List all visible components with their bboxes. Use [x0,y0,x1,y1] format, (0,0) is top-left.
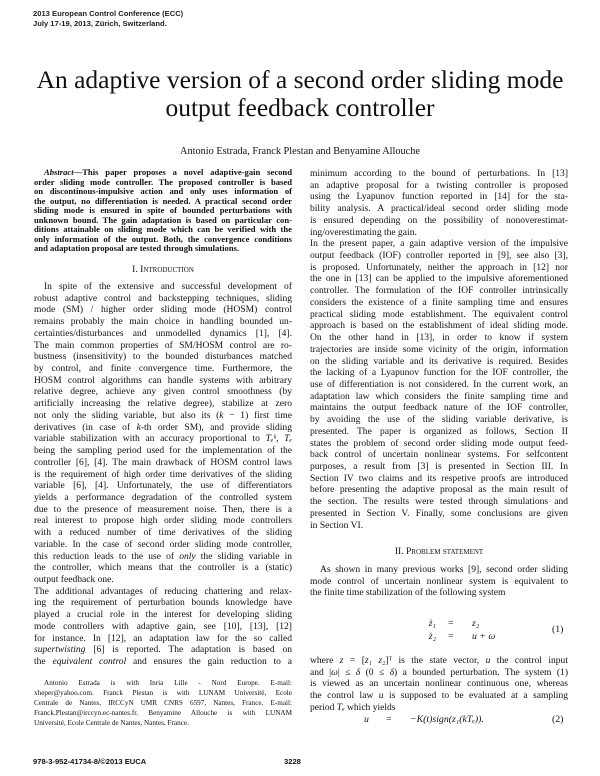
section-heading-problem-statement [310,546,568,558]
text-segment: the one in [13] can be applied to the impulsive aforementioned [310,273,568,285]
footnote-line: xheper@yahoo.com. Franck Plestan is with LUNAM Université, Ecole [34,688,292,697]
text-line [34,328,292,340]
text-line [310,587,568,599]
text-line [34,656,292,668]
text-line [310,702,568,714]
text-segment: controller. The formulation of the IOF controller intrinsically [310,285,568,297]
text-line [310,520,568,532]
text-line [34,293,292,305]
page-number: 3228 [284,757,301,766]
text-line [310,402,568,414]
text-line [34,457,292,469]
text-line [34,644,292,656]
text-segment: which yields [344,701,396,713]
text-segment: real interest to propose high order sliding mode controllers [34,515,292,527]
text-line [310,379,568,391]
text-segment: (0 ≤ [360,666,390,678]
text-segment: the section. The results were tested through simulations and [310,496,568,508]
text-segment: controller [6], [4]. The main drawback of HOSM control laws [34,456,292,468]
text-segment: presented in Section V. Finally, some conclusions are given [310,507,568,519]
text-segment: adaptation law which considers the finite sampling time and [310,390,568,402]
text-line [310,285,568,297]
text-line [310,576,568,588]
text-segment: ing the requirement of perturbation bounds knowledge have [34,597,292,609]
text-segment: back control of uncertain nonlinear systems. For selfcontent [310,449,568,461]
text-line [310,344,568,356]
text-segment: In the present paper, a gain adaptive version of the impulsive [310,238,568,250]
text-segment: ) a bounded perturbation. The system (1) [394,666,568,678]
text-line [34,363,292,375]
text-line [310,273,568,285]
text-segment: the lacking of a Lyapunov function for the IOF controller, the [310,367,568,379]
eq-lhs: ż₂ [428,631,436,642]
conference-dates: July 17-19, 2013, Zürich, Switzerland. [33,19,167,28]
text-line [310,508,568,520]
text-line [310,426,568,438]
text-line [34,609,292,621]
text-line [34,316,292,328]
text-segment: where [310,655,340,666]
text-line [34,386,292,398]
text-line [310,227,568,239]
text-line [34,574,292,586]
text-segment: In spite of the extensive and successful development of [44,281,292,292]
text-line [34,304,292,316]
text-segment: yields a performance degradation of the controlled system [34,491,292,503]
text-segment: practical sliding mode establishment. The equivalent control [310,308,568,320]
text-segment: artificially increasing the relative degree), stabilize at zero [34,398,292,410]
footnote-line: Université, Ecole Centrale de Nantes, Nantes, France. [34,718,189,727]
text-segment: is viewed as an uncertain nonlinear continuous one, whereas [310,678,568,690]
equation-number: (2) [552,714,564,725]
text-segment: k [136,421,141,433]
text-segment: The main common properties of SM/HOSM control are ro- [34,339,292,351]
text-line [34,515,292,527]
footnote-line: Antonio Estrada is with Inria Lille - Nord Europe. E-mail: [44,679,292,687]
text-line [310,180,568,192]
text-segment: is supposed to be evaluated at a sampling [383,690,568,702]
eq-rhs: u + ω [472,631,496,642]
abstract-line: only information of the output. Both, the convergence conditions [34,233,292,244]
text-segment: maintains the output feedback nature of the IOF controller, [310,402,568,414]
abstract-line: on discontinous-impulsive action and only uses information of [34,186,292,197]
text-segment: remains probably the main choice in handling bounded un- [34,316,292,328]
text-line [34,422,292,434]
text-line [310,391,568,403]
text-segment: the finite time stabilization of the following system [310,587,506,599]
text-segment: δ [355,666,361,678]
text-segment: Tₑᵏ, Tₑ [265,433,292,445]
text-segment: supertwisting [34,644,86,656]
text-line [310,690,568,702]
text-line [34,621,292,633]
text-segment: bility analysis. A practical/ideal second order sliding mode [310,203,568,215]
text-segment: [6] is reported. The adaptation is based on [85,644,292,656]
abstract-line: order sliding mode controller. The proposed controller is based [34,176,292,187]
text-line [34,539,292,551]
text-segment: derivatives (in case of [34,421,137,433]
text-line [310,655,568,667]
isbn-copyright: 978-3-952-41734-8/©2013 EUCA [33,757,147,766]
text-segment: the [34,656,53,667]
text-segment: z [339,655,344,666]
text-segment: use of differentiation is not considered. In the current work, an [310,378,568,390]
text-segment: due to the presence of measurement noise. Then, there is a [34,503,292,515]
text-segment: | ≤ [337,666,356,678]
eq-rhs: z₂ [472,618,480,629]
text-segment: states the problem of second order sliding mode output feed- [310,437,568,449]
text-line [34,551,292,563]
text-line [34,445,292,457]
text-segment: mode (SM) / higher order sliding mode (HOSM) control [34,304,292,316]
text-segment: minimum according to the bound of perturbations. In [13] [310,168,568,179]
eq-operator: = [386,714,392,725]
text-line [34,351,292,363]
text-segment: output feedback (IOF) controller reported in [9], see also [3], [310,250,568,262]
section-number: II. [394,546,406,557]
text-segment: with a reduced number of time derivatives of the sliding [34,527,292,539]
abstract [34,168,292,254]
text-line [34,433,292,445]
text-segment: = [ [343,655,365,666]
text-segment: and ensures the gain reduction to a [126,656,292,667]
text-segment: period [310,701,337,713]
text-segment: approach is based on the establishment of ideal sliding mode. [310,320,568,332]
text-line [310,356,568,368]
section-heading-introduction [34,264,292,276]
text-segment: this reduction leads to the use of [34,550,180,562]
text-line [310,297,568,309]
abstract-line: unknown bound. The gain adaptation is based on particular con- [34,214,292,225]
text-segment: in Section VI. [310,519,364,531]
text-line [34,597,292,609]
text-segment: before presenting the adaptive proposal as the main result of [310,484,568,496]
author-footnote [34,679,292,728]
text-segment: is ensured depending on the possibility of nonoverestimat- [310,214,568,226]
text-segment: − 1) first time [223,409,292,421]
text-segment: The additional advantages of reducing chattering and relax- [34,585,292,597]
text-segment: not only the sliding variable, but also its ( [34,409,220,421]
text-segment: for instance. In [12], an adaptation law for the so called [34,632,292,644]
text-segment: the sliding variable in [195,550,292,562]
text-line [310,367,568,379]
text-segment: δ [389,666,395,678]
text-line [34,480,292,492]
text-segment: played a crucial role in the interest for developing sliding [34,609,292,621]
text-segment: the control law [310,690,379,702]
eq-lhs: ż₁ [428,618,436,629]
text-segment: presented. The paper is organized as follows, Section II [310,425,568,437]
text-line [310,473,568,485]
eq-operator: = [448,631,454,642]
text-line [310,449,568,461]
text-segment: Tₑ [336,701,345,713]
text-segment: is proposed. Unfortunately, neither the approach in [12] nor [310,261,568,273]
text-segment: -th order SM), and provide sliding [140,421,292,433]
abstract-line: ditions attainable on sliding mode which can be verified with the [34,224,292,235]
text-segment: an adaptive proposal for a twisting controller is proposed [310,179,568,191]
text-line [310,262,568,274]
eq-operator: = [448,618,454,629]
text-line [310,564,568,576]
text-segment: bustness (insensitivity) to the bounded disturbances matched [34,351,292,363]
text-line [34,398,292,410]
text-segment: by avoiding the use of the sliding variable derivative, is [310,414,568,426]
text-line [310,438,568,450]
abstract-text: —This paper proposes a novel adaptive-gain second [73,167,292,177]
text-line [310,320,568,332]
text-segment: u [485,655,491,666]
text-segment: only [179,550,196,562]
text-line [34,410,292,422]
section-title: Introduction [140,264,194,275]
text-segment: relative degree, achieve any given control smoothness (by [34,386,292,398]
text-segment: u [378,690,384,702]
text-segment: and | [310,666,332,678]
text-segment: mode control of uncertain nonlinear system is equivalent to [310,575,568,587]
text-line [310,191,568,203]
eq-rhs: −K(t)sign(z₁(kTₑ)). [410,714,484,725]
text-line [34,527,292,539]
footnote-line: Franck.Plestan@irccyn.ec-nantes.fr. Benyamine Allouche is with LUNAM [34,708,292,717]
eq-lhs: u [364,714,369,725]
text-line [310,461,568,473]
text-segment: Section IV two claims and its respetive proofs are introduced [310,472,568,484]
text-segment: HOSM control algorithms can handle systems with arbitrary [34,374,292,386]
authors: Antonio Estrada, Franck Plestan and Benyamine Allouche [180,146,420,157]
text-segment: using the Lyapunov function reported in [14] for the sta- [310,191,568,203]
text-segment: trajectories are inside some vicinity of the origin, information [310,343,568,355]
footnote-line: Centrale de Nantes, IRCCyN UMR CNRS 6597, Nantes, France. E-mail: [34,698,292,707]
text-segment: ω [331,666,338,678]
text-segment: considers the existence of a finite sampling time and ensures [310,296,568,308]
text-line [310,203,568,215]
text-segment: the control input [490,655,568,666]
text-segment: On the other hand in [13], in order to know if system [310,332,568,344]
text-segment: equivalent control [52,656,127,667]
problem-statement-text [310,655,568,714]
text-line [310,332,568,344]
text-segment: robust adaptive control and backstepping techniques, sliding [34,292,292,304]
text-segment: the controller, which means that the controller is a (static) [34,562,292,574]
text-segment: As shown in many previous works [9], second order sliding [320,564,568,575]
text-line [310,215,568,227]
equation-number: (1) [552,624,564,635]
text-line [310,168,568,180]
text-line [34,504,292,516]
title-line: output feedback controller [165,93,435,122]
conference-name: 2013 European Control Conference (ECC) [33,9,184,18]
introduction-body [34,281,292,668]
text-line [310,678,568,690]
abstract-line: and adaptation proposal are tested through simulations. [34,243,240,254]
text-segment: variable stabilization with an accuracy proportional to [34,433,266,445]
text-segment: output feedback one. [34,573,114,585]
text-line [34,633,292,645]
text-line [34,375,292,387]
text-segment: purposes, a result from [3] is presented in Section III. In [310,460,568,472]
text-line [310,309,568,321]
text-segment: z₁ z₂ [364,655,386,666]
text-segment: mode controllers with adaptive gain, see [10], [13], [12] [34,620,292,632]
text-segment: k [219,409,224,421]
text-line [34,586,292,598]
text-segment: variable [6], [4]. Unfortunately, the use of differentiators [34,480,292,492]
section-title: Problem statement [406,546,484,557]
text-line [310,238,568,250]
introduction-body-continued [310,168,568,531]
text-segment: being the sampling period used for the implementation of the [34,445,292,457]
section-number: I. [132,264,141,275]
text-line [310,496,568,508]
abstract-line: sliding mode is ensured in spite of bounded perturbations with [34,205,292,216]
abstract-line: the output, no differentiation is needed. A practical second order [34,195,292,206]
text-line [34,281,292,293]
text-line [34,492,292,504]
paper-title [0,66,600,122]
title-line: An adaptive version of a second order sliding mode [36,65,564,94]
text-segment: ]ᵀ is the state vector, [385,655,486,666]
abstract-label: Abstract [44,167,74,177]
text-segment: certainties/disturbances and unmodelled dynamics [1], [4]. [34,327,292,339]
problem-statement-intro [310,564,568,599]
text-segment: by control, and finite convergence time. Furthermore, the [34,363,292,375]
text-segment: is the requirement of high order time derivatives of the sliding [34,468,292,480]
text-segment: variable. In the case of second order sliding mode controller, [34,538,292,550]
text-segment: ing/overestimating the gain. [310,226,417,238]
text-line [310,414,568,426]
text-line [310,250,568,262]
text-segment: on the sliding variable and its derivative is required. Besides [310,355,568,367]
text-line [34,469,292,481]
text-line [310,667,568,679]
text-line [34,340,292,352]
text-line [310,484,568,496]
text-line [34,562,292,574]
conference-header [33,9,183,29]
